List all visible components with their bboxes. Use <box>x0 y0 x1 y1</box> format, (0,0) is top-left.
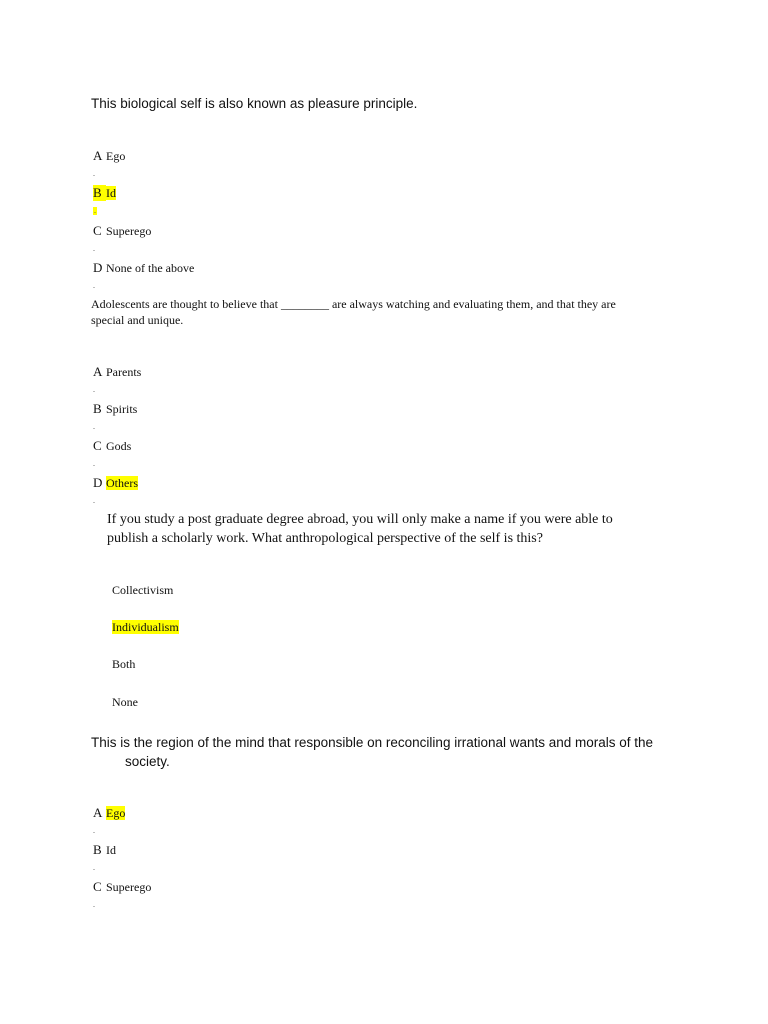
question-3-text: If you study a post graduate degree abroad, you will only make a name if you were able to publish a scholarly work. What anthropological perspective of the self is this? <box>107 512 613 546</box>
q3-option-individualism: Individualism <box>112 620 179 634</box>
q4-option-a: A Ego <box>93 805 126 820</box>
q2-option-b: B Spirits <box>93 401 138 416</box>
q1-option-b-marker: . <box>94 206 96 215</box>
q2-option-c: C Gods <box>93 438 132 453</box>
q2-option-d-marker: . <box>93 496 95 505</box>
q1-option-c-marker: . <box>93 244 95 253</box>
q1-option-c: C Superego <box>93 223 152 238</box>
q1-option-d-marker: . <box>93 281 95 290</box>
question-2-text: Adolescents are thought to believe that ________ are always watching and evaluating them, and that they are special and unique. <box>91 297 616 327</box>
question-4-text: This is the region of the mind that responsible on reconciling irrational wants and morals of the society. <box>91 735 654 769</box>
q3-option-none: None <box>112 695 138 709</box>
q1-option-a: A Ego <box>93 148 126 163</box>
q1-option-d: D None of the above <box>93 260 195 275</box>
q1-option-a-marker: . <box>93 169 95 178</box>
q2-option-b-marker: . <box>93 422 95 431</box>
q2-option-a: A Parents <box>93 364 142 379</box>
q3-option-both: Both <box>112 657 136 671</box>
q1-option-b: B Id <box>93 185 116 200</box>
q4-option-b-marker: . <box>93 863 95 872</box>
q4-option-c-marker: . <box>93 900 95 909</box>
q4-option-a-marker: . <box>93 826 95 835</box>
question-1-text: This biological self is also known as pleasure principle. <box>91 96 418 111</box>
q2-option-d: D Others <box>93 475 138 490</box>
q4-option-c: C Superego <box>93 879 152 894</box>
q2-option-a-marker: . <box>93 385 95 394</box>
q4-option-b: B Id <box>93 842 116 857</box>
q2-option-c-marker: . <box>93 459 95 468</box>
q3-option-collectivism: Collectivism <box>112 583 174 597</box>
